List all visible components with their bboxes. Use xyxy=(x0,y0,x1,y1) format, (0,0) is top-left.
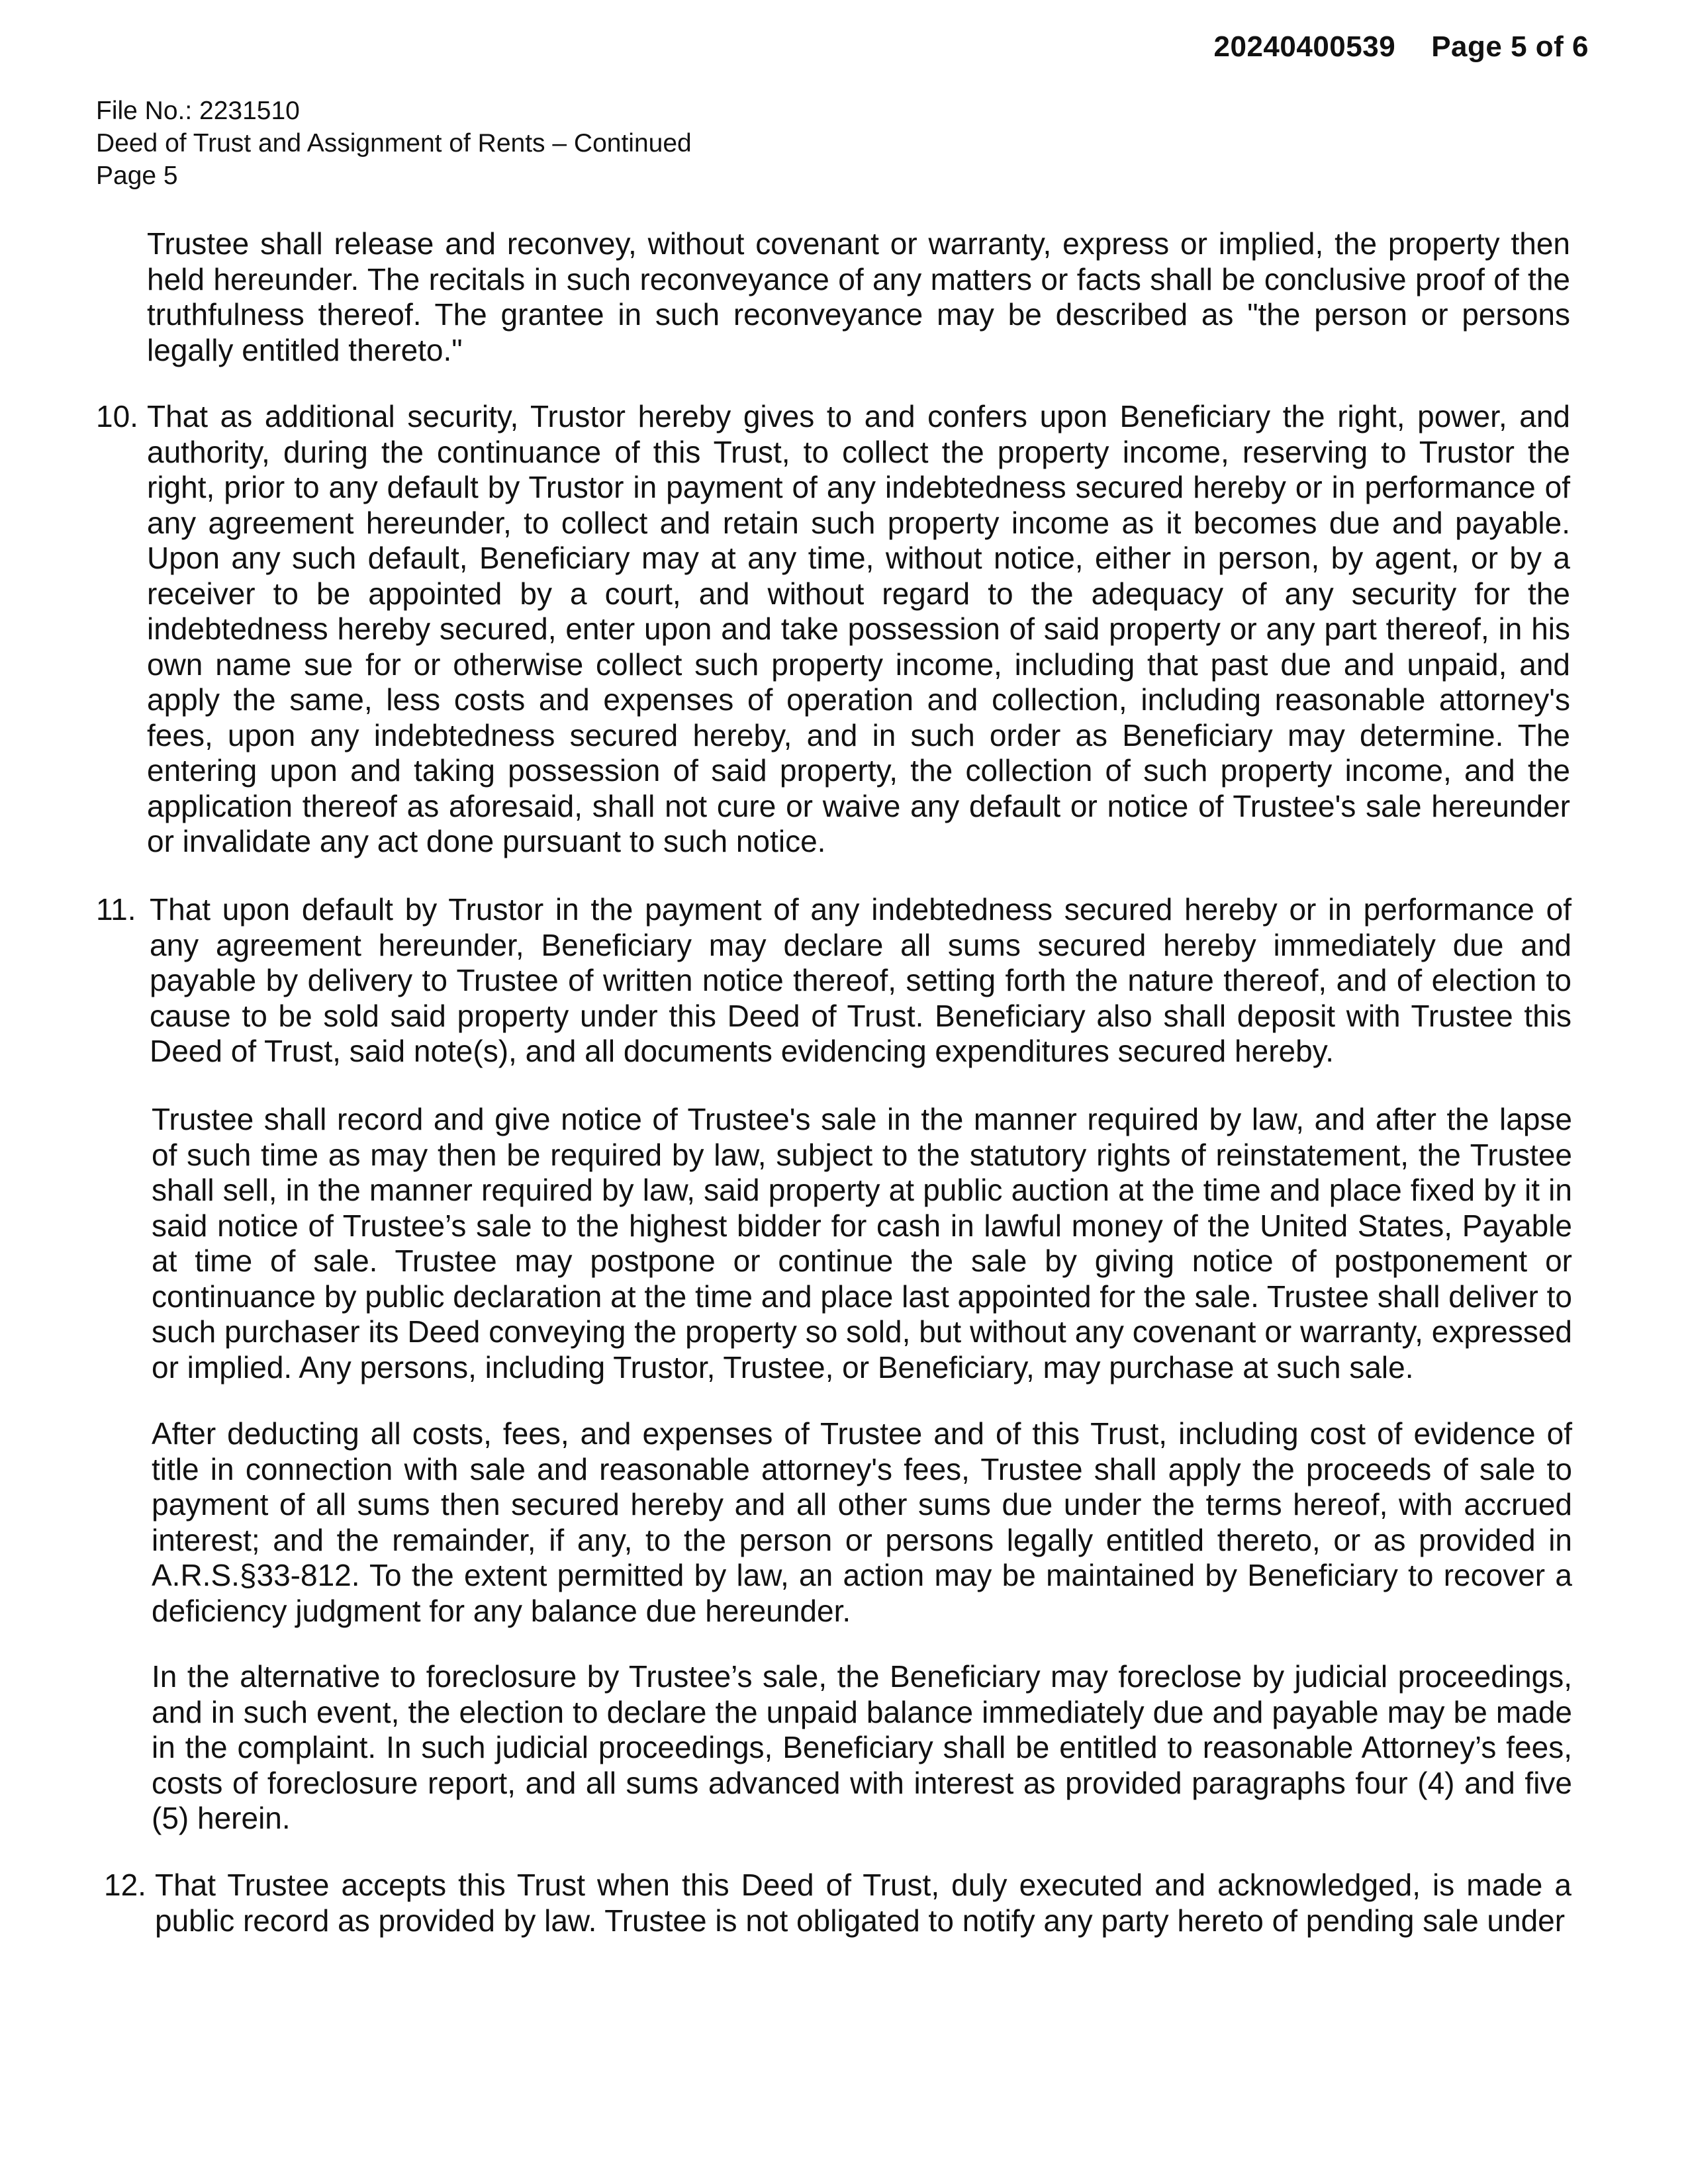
document-title: Deed of Trust and Assignment of Rents – Continued xyxy=(96,129,692,158)
paragraph-11-proceeds: After deducting all costs, fees, and expenses of Trustee and of this Trust, including cost of evidence of title in connection with sale and reasonable attorney's fees, Trustee shall apply the proceeds of sale to payment of all sums then secured hereby and all other sums due under the terms hereof, with accrued interest; and the remainder, if any, to the person or persons legally entitled thereto, or as provided in A.R.S.§33-812. To the extent permitted by law, an action may be maintained by Beneficiary to recover a deficiency judgment for any balance due hereunder. xyxy=(152,1416,1572,1628)
paragraph-11-text: That upon default by Trustor in the payment of any indebtedness secured hereby or in performance of any agreement hereunder, Beneficiary may declare all sums secured hereby immediately due and payable by delivery to Trustee of written notice thereof, setting forth the nature thereof, and of election to cause to be sold said property under this Deed of Trust. Beneficiary also shall deposit with Trustee this Deed of Trust, said note(s), and all documents evidencing expenditures secured hereby. xyxy=(150,892,1571,1068)
paragraph-11-judicial-foreclosure: In the alternative to foreclosure by Trustee’s sale, the Beneficiary may foreclose by judicial proceedings, and in such event, the election to declare the unpaid balance immediately due and payable may be made in the complaint. In such judicial proceedings, Beneficiary shall be entitled to reasonable Attorney’s fees, costs of foreclosure report, and all sums advanced with interest as provided paragraphs four (4) and five (5) herein. xyxy=(152,1659,1572,1835)
paragraph-11-trustee-sale: Trustee shall record and give notice of Trustee's sale in the manner required by law, and after the lapse of such time as may then be required by law, subject to the statutory rights of reinstatement, the Trustee shall sell, in the manner required by law, said property at public auction at the time and place fixed by it in said notice of Trustee’s sale to the highest bidder for cash in lawful money of the United States, Payable at time of sale. Trustee may postpone or continue the sale by giving notice of postponement or continuance by public declaration at the time and place last appointed for the sale. Trustee shall deliver to such purchaser its Deed conveying the property so sold, but without any covenant or warranty, expressed or implied. Any persons, including Trustor, Trustee, or Beneficiary, may purchase at such sale. xyxy=(152,1102,1572,1385)
paragraph-reconveyance-continued: Trustee shall release and reconvey, without covenant or warranty, express or implied, the property then held hereunder. The recitals in such reconveyance of any matters or facts shall be conclusive proof of the truthfulness thereof. The grantee in such reconveyance may be described as "the person or persons legally entitled thereto." xyxy=(147,226,1570,367)
recording-header xyxy=(1214,30,1589,64)
recording-number: 20240400539 xyxy=(1213,30,1396,63)
recording-page-indicator: Page 5 of 6 xyxy=(1431,30,1589,63)
paragraph-12-text: That Trustee accepts this Trust when this Deed of Trust, duly executed and acknowledged, is made a public record as provided by law. Trustee is not obligated to notify any party hereto of pending sale under xyxy=(155,1868,1571,1938)
paragraph-10-text: That as additional security, Trustor hereby gives to and confers upon Beneficiary the right, power, and authority, during the continuance of this Trust, to collect the property income, reserving to Trustor the right, prior to any default by Trustor in payment of any indebtedness secured hereby or in performance of any agreement hereunder, to collect and retain such property income as it becomes due and payable. Upon any such default, Beneficiary may at any time, without notice, either in person, by agent, or by a receiver to be appointed by a court, and without regard to the adequacy of any security for the indebtedness hereby secured, enter upon and take possession of said property or any part thereof, in his own name sue for or otherwise collect such property income, including that past due and unpaid, and apply the same, less costs and expenses of operation and collection, including reasonable attorney's fees, upon any indebtedness secured hereby, and in such order as Beneficiary may determine. The entering upon and taking possession of said property, the collection of such property income, and the application thereof as aforesaid, shall not cure or waive any default or notice of Trustee's sale hereunder or invalidate any act done pursuant to such notice. xyxy=(147,399,1570,858)
paragraph-number-12: 12. xyxy=(104,1868,146,1902)
paragraph-number-10: 10. xyxy=(96,399,138,433)
file-header xyxy=(96,95,692,192)
paragraph-number-11: 11. xyxy=(96,892,136,927)
page-label: Page 5 xyxy=(96,161,178,190)
file-number: File No.: 2231510 xyxy=(96,97,300,125)
